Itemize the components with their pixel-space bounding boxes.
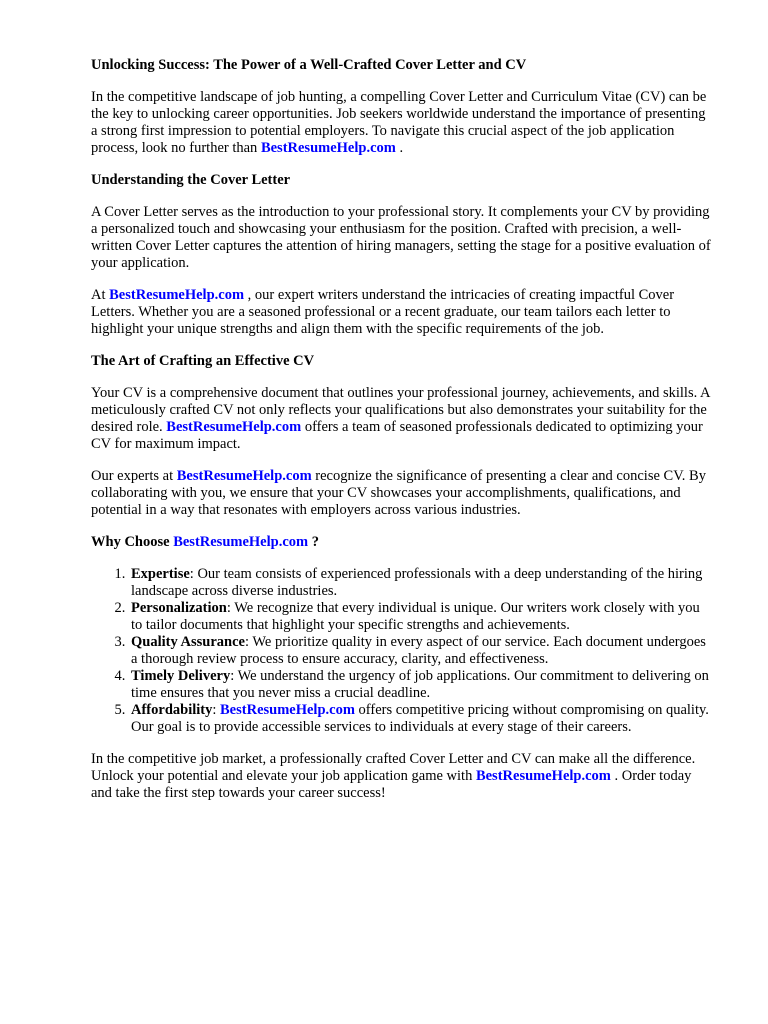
text-run: : Our team consists of experienced professionals with a deep understanding of the hiring landscape across diverse industries.: [131, 566, 703, 599]
link-bestresumehelp[interactable]: BestResumeHelp.com: [220, 702, 355, 718]
benefits-list: [91, 566, 714, 736]
section-heading: [91, 172, 714, 189]
document-content: [91, 57, 714, 802]
link-bestresumehelp[interactable]: BestResumeHelp.com: [475, 768, 611, 784]
text-run: . Order today and take the first step towards your career success!: [91, 768, 692, 801]
text-run: In the competitive job market, a professionally crafted Cover Letter and CV can make all the difference. Unlock your potential and elevate your job application game with: [91, 751, 696, 784]
link-bestresumehelp[interactable]: BestResumeHelp.com: [109, 287, 245, 303]
list-item: [129, 702, 714, 736]
list-item: [129, 634, 714, 668]
text-run: Understanding the Cover Letter: [91, 172, 291, 188]
link-bestresumehelp[interactable]: BestResumeHelp.com: [176, 468, 312, 484]
list-item: [129, 566, 714, 600]
paragraph: [91, 204, 714, 272]
list-term: Affordability: [131, 702, 213, 718]
text-run: .: [395, 140, 404, 156]
list-item: [129, 600, 714, 634]
text-run: : We prioritize quality in every aspect of our service. Each document undergoes a thorough review process to ensure accuracy, clarity, and effectiveness.: [131, 634, 706, 667]
text-run: Your CV is a comprehensive document that outlines your professional journey, achievements, and skills. A meticulously crafted CV not only reflects your qualifications but also demonstrates your suitability for the desired role.: [91, 385, 710, 435]
section-heading: [91, 353, 714, 370]
text-run: A Cover Letter serves as the introduction to your professional story. It complements your CV by providing a personalized touch and showcasing your enthusiasm for the position. Crafted with precision, a well-written Cover Letter captures the attention of hiring managers, setting the stage for a positive evaluation of your application.: [91, 204, 711, 271]
text-run: The Art of Crafting an Effective CV: [91, 353, 315, 369]
text-run: offers a team of seasoned professionals dedicated to optimizing your CV for maximum impact.: [91, 419, 703, 452]
list-term: Timely Delivery: [131, 668, 231, 684]
text-run: Unlocking Success: The Power of a Well-Crafted Cover Letter and CV: [91, 57, 527, 73]
link-bestresumehelp[interactable]: BestResumeHelp.com: [260, 140, 396, 156]
paragraph: [91, 89, 714, 157]
text-run: : We recognize that every individual is unique. Our writers work closely with you to tailor documents that highlight your specific strengths and achievements.: [131, 600, 700, 633]
section-heading: [91, 57, 714, 74]
text-run: : We understand the urgency of job applications. Our commitment to delivering on time ensures that you never miss a crucial deadline.: [131, 668, 709, 701]
section-heading: [91, 534, 714, 551]
text-run: Our experts at: [91, 468, 177, 484]
list-item: [129, 668, 714, 702]
paragraph: [91, 287, 714, 338]
list-term: Quality Assurance: [131, 634, 245, 650]
text-run: offers competitive pricing without compromising on quality. Our goal is to provide accessible services to individuals at every stage of their careers.: [131, 702, 709, 735]
text-run: In the competitive landscape of job hunting, a compelling Cover Letter and Curriculum Vitae (CV) can be the key to unlocking career opportunities. Job seekers worldwide understand the importance of presenting a strong first impression to potential employers. To navigate this crucial aspect of the job application process, look no further than: [91, 89, 707, 156]
text-run: recognize the significance of presenting a clear and concise CV. By collaborating with you, we ensure that your CV showcases your accomplishments, qualifications, and potential in a way that resonates with employers across various industries.: [91, 468, 706, 518]
list-term: Expertise: [131, 566, 190, 582]
text-run: , our expert writers understand the intricacies of creating impactful Cover Letters. Whether you are a seasoned professional or a recent graduate, our team tailors each letter to highlight your unique strengths and align them with the specific requirements of the job.: [91, 287, 675, 337]
list-term: Personalization: [131, 600, 227, 616]
link-bestresumehelp[interactable]: BestResumeHelp.com: [173, 534, 309, 550]
link-bestresumehelp[interactable]: BestResumeHelp.com: [166, 419, 302, 435]
text-run: At: [91, 287, 110, 303]
paragraph: [91, 385, 714, 453]
text-run: :: [212, 702, 221, 718]
text-run: ?: [308, 534, 319, 550]
text-run: Why Choose: [91, 534, 174, 550]
paragraph: [91, 468, 714, 519]
paragraph: [91, 751, 714, 802]
